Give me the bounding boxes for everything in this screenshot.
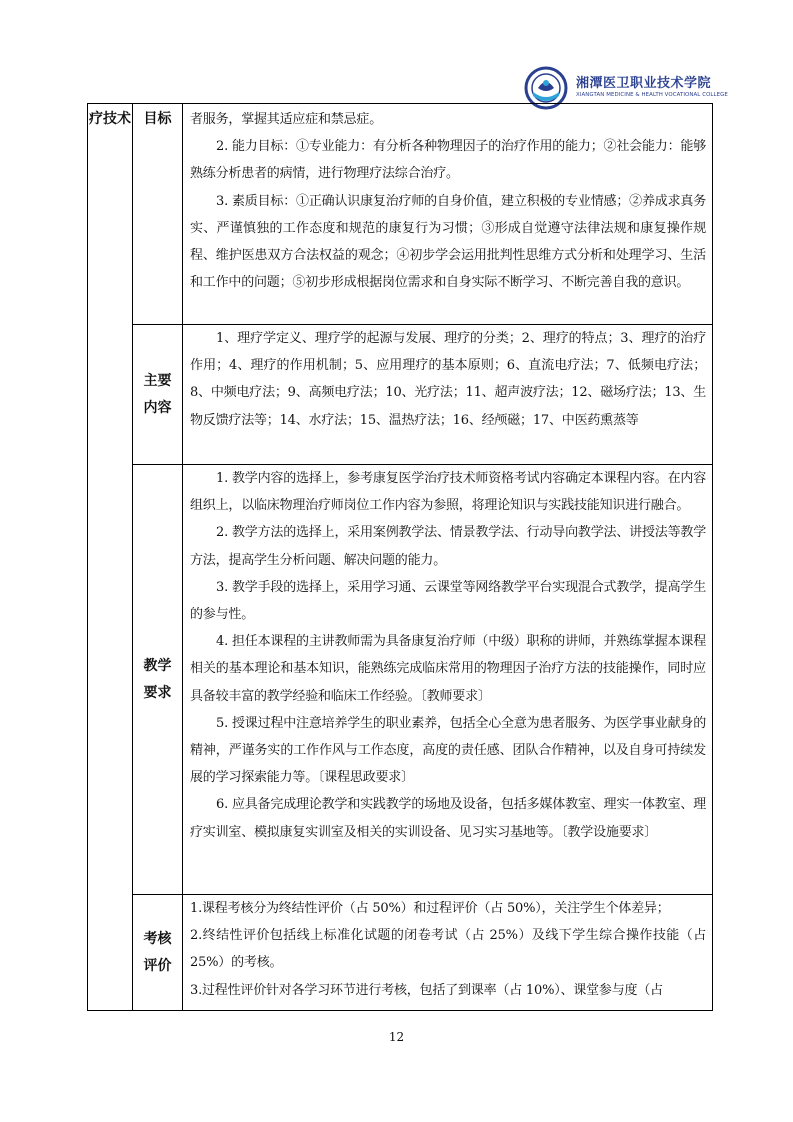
content-cell <box>183 895 713 1011</box>
table-row <box>88 895 713 1011</box>
label-cell <box>133 465 183 895</box>
table-row <box>88 104 713 325</box>
content-cell <box>183 465 713 895</box>
content-cell <box>183 325 713 465</box>
paragraph: 1、理疗学定义、理疗学的起源与发展、理疗的分类；2、理疗的特点；3、理疗的治疗作用；4、理疗的作用机制；5、应用理疗的基本原则；6、直流电疗法；7、低频电疗法；8、中频电疗法；9、高频电疗法；10、光疗法；11、超声波疗法；12、磁场疗法；13、生物反馈疗法等；14、水疗法；15、温热疗法；16、经颅磁；17、中医药熏蒸等 <box>190 331 706 428</box>
row-label: 主要内容 <box>143 372 172 416</box>
paragraph: 2. 教学方法的选择上，采用案例教学法、情景教学法、行动导向教学法、讲授法等教学方法，提高学生分析问题、解决问题的能力。 <box>190 525 706 568</box>
label-cell <box>133 104 183 325</box>
paragraph: 4. 担任本课程的主讲教师需为具备康复治疗师（中级）职称的讲师，并熟练掌握本课程相关的基本理论和基本知识，能熟练完成临床常用的物理因子治疗方法的技能操作，同时应具备较丰富的教学经验和临床工作经验。〔教师要求〕 <box>190 634 706 704</box>
row-label: 教学要求 <box>143 657 172 701</box>
course-name-cell <box>88 104 133 1011</box>
school-name-cn: 湘潭医卫职业技术学院 <box>576 76 712 91</box>
label-cell <box>133 895 183 1011</box>
row-label: 考核评价 <box>143 930 172 974</box>
label-cell <box>133 325 183 465</box>
paragraph: 2. 能力目标：①专业能力：有分析各种物理因子的治疗作用的能力；②社会能力：能够熟练分析患者的病情，进行物理疗法综合治疗。 <box>190 139 706 182</box>
content-cell <box>183 104 713 325</box>
paragraph: 6. 应具备完成理论教学和实践教学的场地及设备，包括多媒体教室、理实一体教室、理疗实训室、模拟康复实训室及相关的实训设备、见习实习基地等。〔教学设施要求〕 <box>190 797 706 840</box>
page-number: 12 <box>388 1030 405 1044</box>
paragraph: 2.终结性评价包括线上标准化试题的闭卷考试（占 25%）及线下学生综合操作技能（占 25%）的考核。 <box>190 928 706 971</box>
table-row <box>88 325 713 465</box>
paragraph: 者服务，掌握其适应症和禁忌症。 <box>190 112 383 127</box>
paragraph: 3. 教学手段的选择上，采用学习通、云课堂等网络教学平台实现混合式教学，提高学生的参与性。 <box>190 579 706 623</box>
paragraph: 3.过程性评价针对各学习环节进行考核，包括了到课率（占 10%）、课堂参与度（占 <box>190 982 663 998</box>
paragraph: 5. 授课过程中注意培养学生的职业素养，包括全心全意为患者服务、为医学事业献身的精神，严谨务实的工作作风与工作态度，高度的责任感、团队合作精神，以及自身可持续发展的学习探索能力等。〔课程思政要求〕 <box>190 715 706 786</box>
school-name-en: XIANGTAN MEDICINE & HEALTH VOCATIONAL COLLEGE <box>576 92 728 98</box>
course-table <box>87 103 713 1011</box>
paragraph: 3. 素质目标：①正确认识康复治疗师的自身价值，建立积极的专业情感；②养成求真务实、严谨慎独的工作态度和规范的康复行为习惯；③形成自觉遵守法律法规和康复操作规程、维护医患双方合法权益的观念；④初步学会运用批判性思维方式分析和处理学习、生活和工作中的问题；⑤初步形成根据岗位需求和自身实际不断学习、不断完善自我的意识。 <box>190 193 706 291</box>
course-name: 疗技术 <box>89 111 131 127</box>
paragraph: 1.课程考核分为终结性评价（占 50%）和过程评价（占 50%），关注学生个体差异； <box>190 901 670 916</box>
row-label: 目标 <box>143 111 172 127</box>
table-row <box>88 465 713 895</box>
paragraph: 1. 教学内容的选择上，参考康复医学治疗技术师资格考试内容确定本课程内容。在内容组织上，以临床物理治疗师岗位工作内容为参照，将理论知识与实践技能知识进行融合。 <box>190 471 706 514</box>
